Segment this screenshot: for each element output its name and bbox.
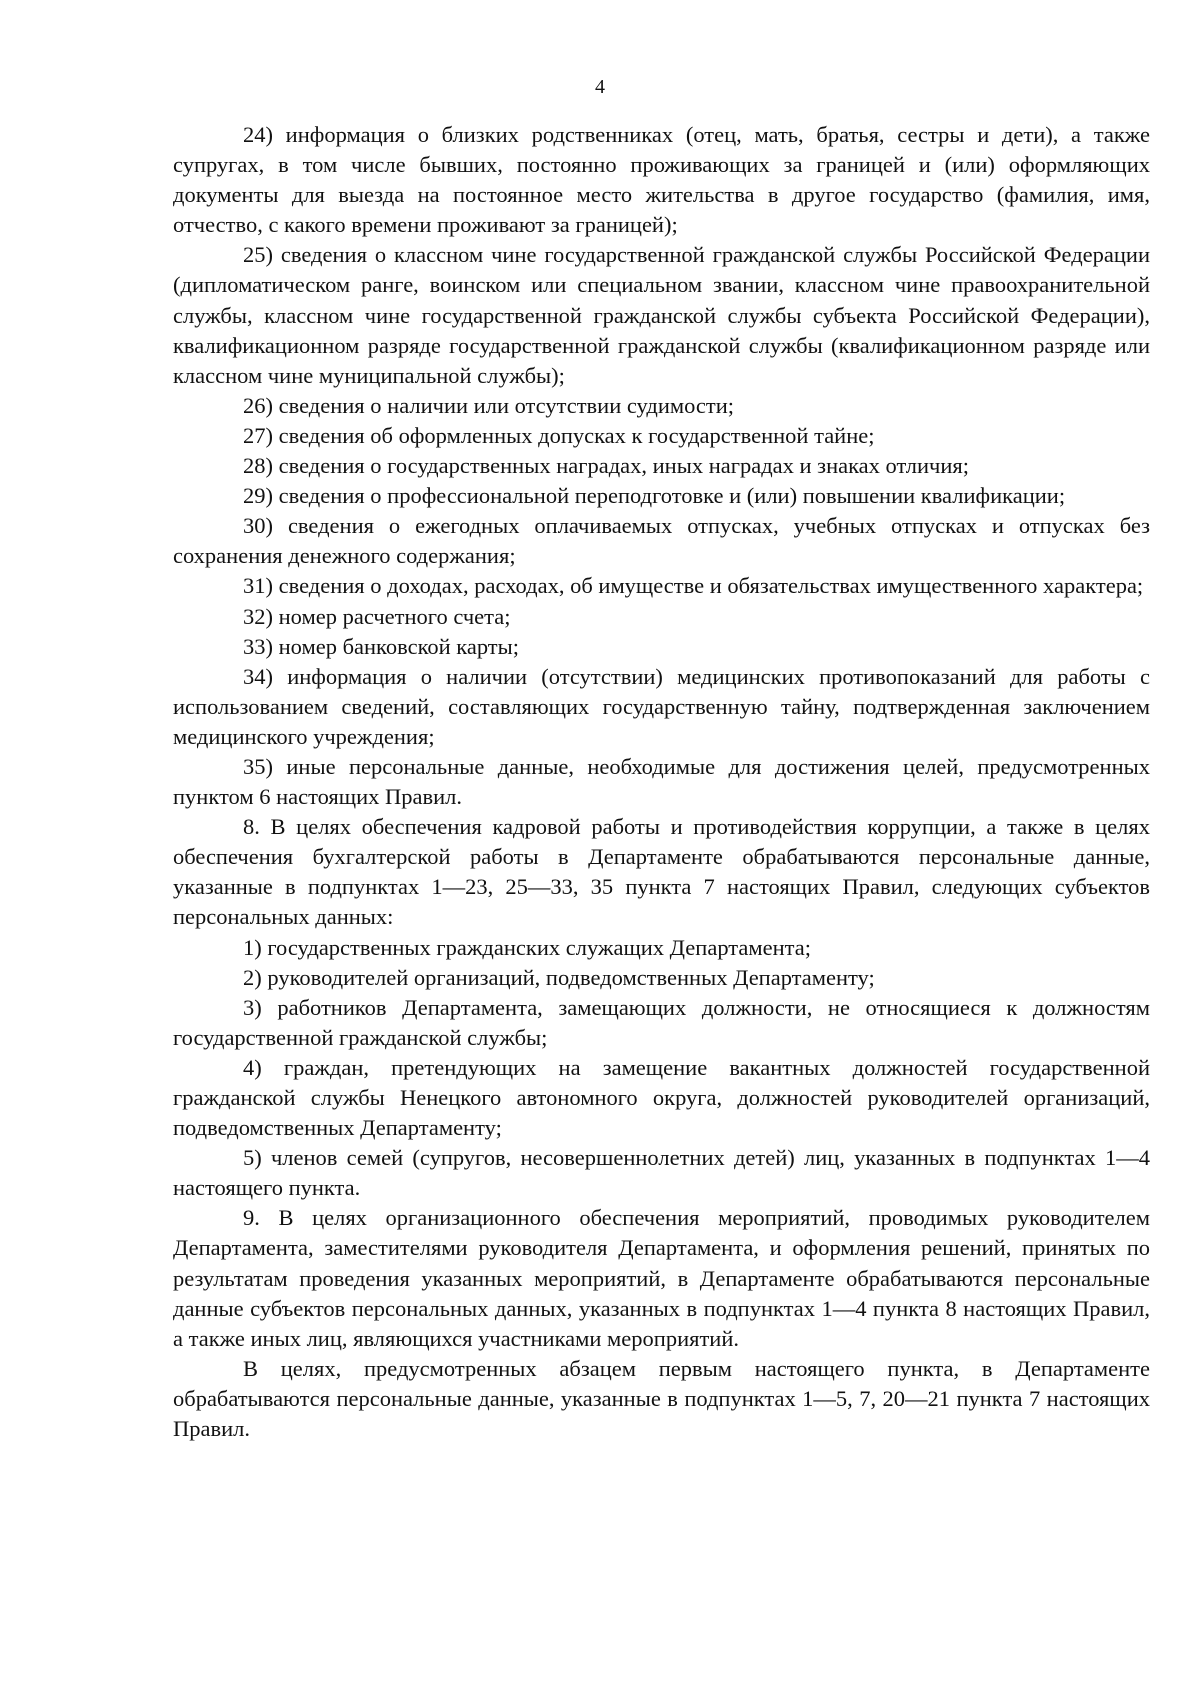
- item-24: 24) информация о близких родственниках (отец, мать, братья, сестры и дети), а также супругах, в том числе бывших, постоянно проживающих за границей и (или) оформляющих документы для выезда на постоянное место жительства в другое государство (фамилия, имя, отчество, с какого времени проживают за границей);: [173, 122, 1150, 238]
- clause-9: 9. В целях организационного обеспечения мероприятий, проводимых руководителем Департамента, заместителями руководителя Департамента, и оформления решений, принятых по результатам проведения указанных мероприятий, в Департаменте обрабатываются персональные данные субъектов персональных данных, указанных в подпунктах 1—4 пункта 8 настоящих Правил, а также иных лиц, являющихся участниками мероприятий.: [173, 1205, 1150, 1351]
- item-34: 34) информация о наличии (отсутствии) медицинских противопоказаний для работы с использованием сведений, составляющих государственную тайну, подтвержденная заключением медицинского учреждения;: [173, 663, 1150, 749]
- clause-8-item-1: 1) государственных гражданских служащих Департамента;: [243, 934, 811, 960]
- item-31: 31) сведения о доходах, расходах, об имуществе и обязательствах имущественного характера;: [243, 573, 1144, 599]
- item-29: 29) сведения о профессиональной переподготовке и (или) повышении квалификации;: [243, 483, 1066, 509]
- document-body: [173, 120, 1150, 1444]
- item-33: 33) номер банковской карты;: [243, 633, 520, 659]
- clause-8: 8. В целях обеспечения кадровой работы и противодействия коррупции, а также в целях обеспечения бухгалтерской работы в Департаменте обрабатываются персональные данные, указанные в подпунктах 1—23, 25—33, 35 пункта 7 настоящих Правил, следующих субъектов персональных данных:: [173, 814, 1150, 930]
- clause-8-item-3: 3) работников Департамента, замещающих должности, не относящиеся к должностям государственной гражданской службы;: [173, 994, 1150, 1050]
- clause-8-item-2: 2) руководителей организаций, подведомственных Департаменту;: [243, 964, 875, 990]
- item-30: 30) сведения о ежегодных оплачиваемых отпусках, учебных отпусках и отпусках без сохранения денежного содержания;: [173, 513, 1150, 569]
- clause-8-item-4: 4) граждан, претендующих на замещение вакантных должностей государственной гражданской службы Ненецкого автономного округа, должностей руководителей организаций, подведомственных Департаменту;: [173, 1054, 1150, 1141]
- item-27: 27) сведения об оформленных допусках к государственной тайне;: [243, 422, 875, 448]
- clause-8-item-5: 5) членов семей (супругов, несовершеннолетних детей) лиц, указанных в подпунктах 1—4 настоящего пункта.: [173, 1145, 1150, 1201]
- item-35: 35) иные персональные данные, необходимые для достижения целей, предусмотренных пунктом 6 настоящих Правил.: [173, 753, 1150, 810]
- item-32: 32) номер расчетного счета;: [243, 603, 511, 629]
- item-28: 28) сведения о государственных наградах, иных наградах и знаках отличия;: [243, 453, 969, 479]
- page-number: 4: [595, 76, 605, 98]
- clause-9-paragraph-2: В целях, предусмотренных абзацем первым настоящего пункта, в Департаменте обрабатываются персональные данные, указанные в подпунктах 1—5, 7, 20—21 пункта 7 настоящих Правил.: [173, 1355, 1150, 1442]
- item-25: 25) сведения о классном чине государственной гражданской службы Российской Федерации (дипломатическом ранге, воинском или специальном звании, классном чине правоохранительной службы, классном чине государственной гражданской службы субъекта Российской Федерации), квалификационном разряде государственной гражданской службы (квалификационном разряде или классном чине муниципальной службы);: [173, 242, 1150, 388]
- item-26: 26) сведения о наличии или отсутствии судимости;: [243, 392, 735, 418]
